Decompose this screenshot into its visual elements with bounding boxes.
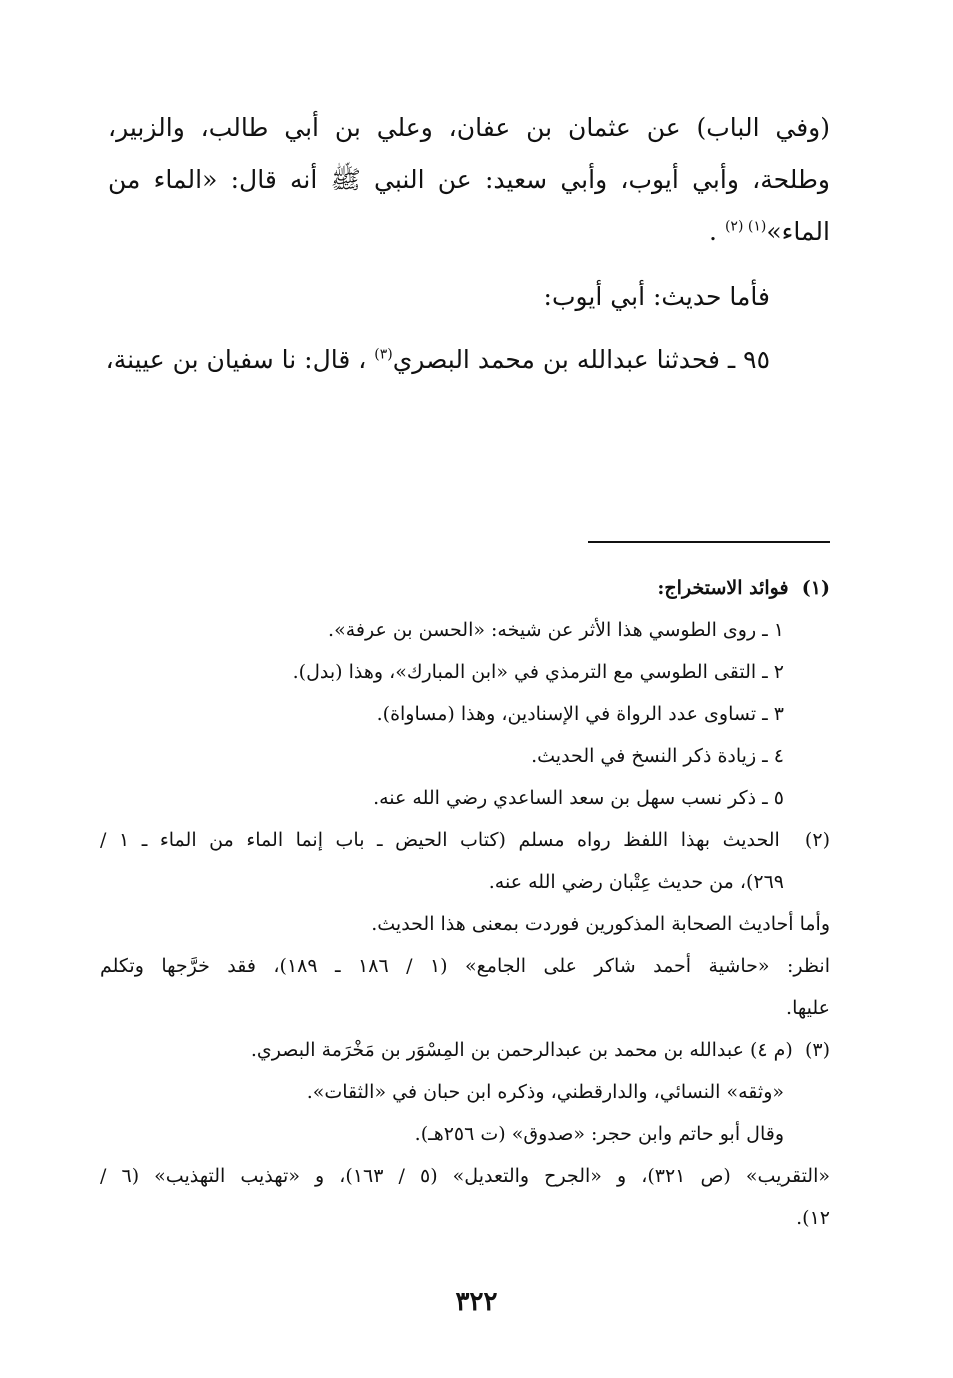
footnote-3-line-2: «وثقه» النسائي، والدارقطني، وذكره ابن حبان في «الثقات».	[306, 1081, 784, 1103]
hadith-line	[105, 334, 830, 386]
page-number: ٣٢٢	[455, 1287, 498, 1317]
footnote-3-line-5: ١٢).	[796, 1207, 830, 1229]
footnote-1-number: (١)	[801, 577, 830, 599]
footnote-1-item-1: ١ ـ روى الطوسي هذا الأثر عن شيخه: «الحسن بن عرفة».	[328, 619, 784, 641]
paragraph-end: .	[709, 217, 725, 246]
footnote-2-number: (٢)	[804, 829, 830, 851]
paragraph-line-1: (وفي الباب) عن عثمان بن عفان، وعلي بن أبي طالب، والزبير،	[108, 113, 830, 142]
footnote-1-item-3: ٣ ـ تساوى عدد الرواة في الإسنادين، وهذا (مساواة).	[376, 703, 784, 725]
main-paragraph	[108, 102, 830, 258]
section-heading: فأما حديث: أبي أيوب:	[543, 282, 770, 311]
footnote-2-line-3: وأما أحاديث الصحابة المذكورين فوردت بمعنى هذا الحديث.	[371, 913, 830, 935]
footnote-1-title: فوائد الاستخراج:	[657, 577, 789, 599]
paragraph-line-3-text: الماء»	[766, 217, 830, 246]
footnote-2-text-1: الحديث بهذا اللفظ رواه مسلم (كتاب الحيض ـ باب إنما الماء من الماء ـ ١ /	[100, 829, 780, 851]
footnote-3-line-4: «التقريب» (ص ٣٢١)، و «الجرح والتعديل» (٥ / ١٦٣)، و «تهذيب التهذيب» (٦ /	[100, 1165, 830, 1187]
footnote-3-number: (٣)	[804, 1039, 830, 1061]
footnote-ref-3: (٣)	[374, 346, 393, 363]
footnote-divider	[588, 541, 830, 543]
footnote-3-text-1: (م ٤) عبدالله بن محمد بن عبدالرحمن بن المِسْوَر بن مَخْرَمة البصري.	[250, 1039, 793, 1061]
footnote-refs-1-2: (١) (٢)	[724, 218, 767, 235]
hadith-text: ٩٥ ـ فحدثنا عبدالله بن محمد البصري	[392, 345, 770, 374]
paragraph-line-2: وطلحة، وأبي أيوب، وأبي سعيد: عن النبي ﷺ أنه قال: «الماء من	[108, 165, 830, 194]
footnote-3-line-1	[100, 1029, 830, 1071]
footnote-3	[100, 1029, 830, 1239]
footnote-1	[100, 567, 830, 819]
footnote-1-item-5: ٥ ـ ذكر نسب سهل بن سعد الساعدي رضي الله عنه.	[373, 787, 784, 809]
footnote-2-line-4: انظر: «حاشية أحمد شاكر على الجامع» (١ / ١٨٦ ـ ١٨٩)، فقد خرَّجها وتكلم	[100, 955, 830, 977]
paragraph-line-3	[108, 206, 830, 258]
footnote-1-item-2: ٢ ـ التقى الطوسي مع الترمذي في «ابن المبارك»، وهذا (بدل).	[292, 661, 784, 683]
hadith-text-end: ، قال: نا سفيان بن عيينة،	[105, 345, 375, 374]
footnote-1-item-4: ٤ ـ زيادة ذكر النسخ في الحديث.	[531, 745, 784, 767]
footnote-3-line-3: وقال أبو حاتم وابن حجر: «صدوق» (ت ٢٥٦هـ).	[414, 1123, 784, 1145]
footnote-2	[100, 819, 830, 1029]
footnote-1-title-line	[100, 567, 830, 609]
footnote-2-line-1	[100, 819, 830, 861]
footnote-2-line-5: عليها.	[786, 997, 830, 1019]
hadith-block	[105, 334, 830, 386]
footnote-2-line-2: ٢٦٩)، من حديث عِتْبان رضي الله عنه.	[488, 871, 784, 893]
section-heading-block	[108, 271, 830, 323]
